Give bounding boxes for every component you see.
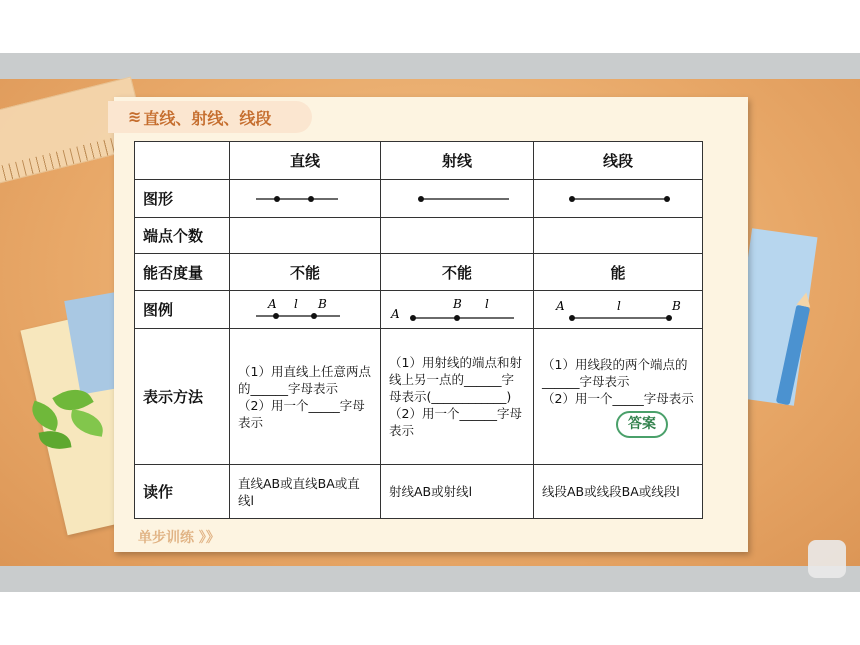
comparison-table [134,141,703,519]
table-row [135,465,703,519]
table-row [135,329,703,465]
notation-segment-cell [534,329,703,465]
example-line [230,291,381,329]
header-line: 直线 [230,142,381,180]
chevron-down-icon: ≋ [128,107,140,126]
reading-ray: 射线AB或射线l [381,465,534,519]
example-segment [534,291,703,329]
section-title: 直线、射线、线段 [143,108,272,128]
table-row [135,254,703,291]
header-segment: 线段 [534,142,703,180]
section-tab [108,101,312,133]
ray-label-l: l [485,296,489,311]
measure-ray: 不能 [381,254,534,291]
segment-label-l: l [617,298,621,313]
reading-line: 直线AB或直线BA或直线l [230,465,381,519]
ray-label-b: B [453,296,462,311]
measure-segment: 能 [534,254,703,291]
row-label-example: 图例 [135,291,230,329]
row-label-reading: 读作 [135,465,230,519]
table-header-row [135,142,703,180]
ray-example-icon [389,296,526,324]
row-label-measure: 能否度量 [135,254,230,291]
cell-empty [230,218,381,254]
table-row [135,180,703,218]
bottom-band [0,566,860,592]
line-label-b: B [318,296,327,311]
ray-figure [381,180,534,218]
line-label-l: l [294,296,298,311]
line-figure-icon [238,189,373,209]
table-row [135,218,703,254]
notation-segment: （1）用线段的两个端点的______字母表示 （2）用一个_____字母表示 [542,356,694,406]
segment-label-b: B [672,298,681,313]
notation-ray: （1）用射线的端点和射线上另一点的______字母表示(____________) （2）用一个______字母表示 [381,329,534,465]
segment-figure-icon [542,189,695,209]
corner-menu-button[interactable] [808,540,846,578]
line-figure [230,180,381,218]
segment-figure [534,180,703,218]
ray-figure-icon [389,189,526,209]
notation-line: （1）用直线上任意两点的______字母表示 （2）用一个_____字母表示 [230,329,381,465]
line-example-icon [238,296,373,324]
row-label-notation: 表示方法 [135,329,230,465]
header-ray: 射线 [381,142,534,180]
header-empty [135,142,230,180]
row-label-endpoints: 端点个数 [135,218,230,254]
row-label-figure: 图形 [135,180,230,218]
answer-button[interactable]: 答案 [616,411,668,438]
ray-label-a: A [391,306,400,321]
top-band [0,53,860,79]
measure-line: 不能 [230,254,381,291]
reading-segment: 线段AB或线段BA或线段l [534,465,703,519]
segment-example-icon [542,296,695,324]
segment-label-a: A [556,298,565,313]
cell-empty [534,218,703,254]
single-step-training-link[interactable]: 单步训练 》》 [138,530,220,546]
line-label-a: A [268,296,277,311]
cell-empty [381,218,534,254]
example-ray [381,291,534,329]
table-row [135,291,703,329]
